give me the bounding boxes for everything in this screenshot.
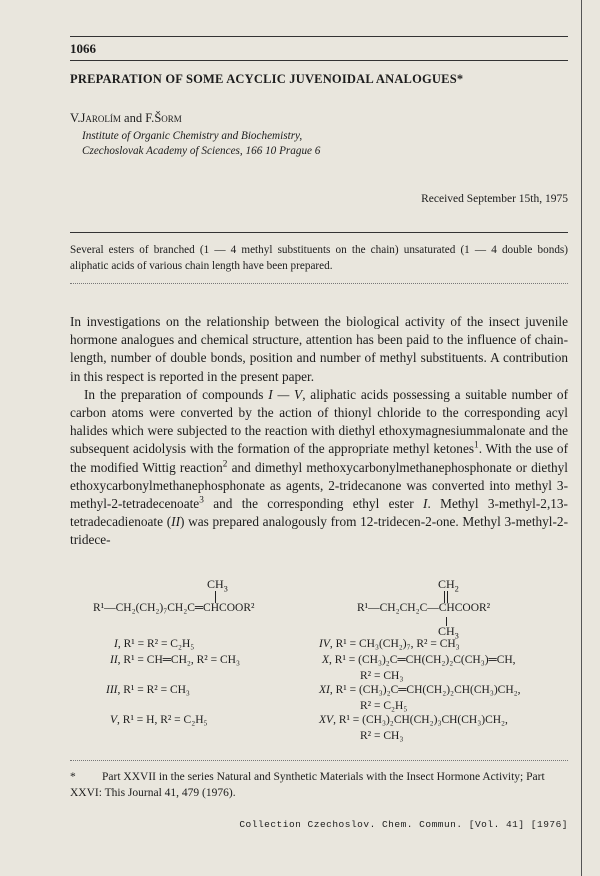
compound-II (110, 654, 240, 666)
compound-definition: , R¹ = (CH₃)₂C═CH(CH₂)₂C(CH₃)═CH, (329, 654, 516, 666)
p2-text-f: . Methyl 3-methyl-2,13-tetradecadienoate ( (70, 496, 568, 530)
compound-label: IV (319, 638, 330, 650)
p2-compound-I: I (423, 496, 428, 512)
p2-compounds: I — V (268, 386, 303, 402)
compound-label: XV (319, 714, 334, 726)
compound-IV (319, 638, 460, 650)
compound-label: III (106, 684, 118, 696)
right-structure-ch2 (438, 577, 459, 592)
compound-definition: , R¹ = (CH₃)₂CH(CH₂)₃CH(CH₃)CH₂, (333, 714, 508, 726)
left-ch3-sub: 3 (223, 584, 228, 594)
p2-text-a: In the preparation of compounds (84, 386, 269, 402)
compound-label: II (110, 654, 118, 666)
abstract-rule-bottom (70, 283, 568, 284)
ref-1: 1 (474, 441, 479, 451)
affiliation-line-1: Institute of Organic Chemistry and Biochemistry, (82, 130, 303, 142)
compound-X (322, 654, 516, 666)
compound-label: V (110, 714, 118, 726)
compound-definition: , R¹ = CH═CH₂, R² = CH₃ (117, 654, 240, 666)
author-2-name: Šorm (154, 111, 182, 125)
compound-I (114, 638, 194, 650)
paragraph-2 (70, 386, 568, 550)
authors (70, 111, 182, 126)
compound-definition: , R¹ = H, R² = C₂H₅ (117, 714, 208, 726)
compound-definition: , R¹ = (CH₃)₂C═CH(CH₂)₂CH(CH₃)CH₂, (329, 684, 521, 696)
compound-X-continuation: R² = CH₃ (360, 670, 404, 682)
compound-XV (319, 714, 508, 726)
authors-conjunction: and (120, 111, 146, 125)
journal-footer: Collection Czechoslov. Chem. Commun. [Vol. 41] [1976] (239, 819, 568, 830)
p2-compound-II: II (171, 514, 180, 530)
page-number: 1066 (70, 41, 96, 56)
author-1-name: Jarolím (80, 111, 121, 125)
right-ch2-sub: 2 (454, 584, 459, 594)
compound-label: XI (319, 684, 330, 696)
footnote-text: Part XXVII in the series Natural and Synthetic Materials with the Insect Hormone Activity; Part XXVI: This Journal 41, 479 (1976). (70, 771, 545, 799)
paragraph-1: In investigations on the relationship between the biological activity of the insect juvenile hormone analogues and chemical structure, attention has been paid to the influence of chain-length, number of double bonds, position and number of methyl substituents. A contribution in this respect is reported in the present paper. (70, 314, 568, 384)
article-title: PREPARATION OF SOME ACYCLIC JUVENOIDAL ANALOGUES* (70, 72, 464, 86)
affiliation-line-2: Czechoslovak Academy of Sciences, 166 10 Prague 6 (82, 145, 321, 157)
p2-text-g: ) was prepared analogously from 12-tridecen-2-one. Methyl 3-methyl-2-tridece- (70, 514, 569, 548)
left-structure-ch3 (207, 577, 228, 592)
right-structure-main: R¹—CH₂CH₂C—CHCOOR² (357, 602, 491, 614)
ref-2: 2 (222, 459, 228, 470)
left-ch3-text: CH (207, 577, 224, 591)
abstract-rule-top (70, 232, 568, 233)
compound-III (106, 684, 190, 696)
compound-XI-continuation: R² = C₂H₅ (360, 700, 408, 712)
right-ch3-sub: 3 (454, 631, 459, 641)
author-2-initial: F. (145, 111, 155, 125)
p2-text-e: and the corresponding ethyl ester (203, 496, 424, 512)
ref-3: 3 (199, 495, 204, 506)
left-structure-main: R¹—CH₂(CH₂)₇CH₂C═CHCOOR² (93, 602, 255, 614)
right-ch3-text: CH (438, 624, 455, 638)
compound-label: X (322, 654, 330, 666)
body-text (70, 313, 568, 550)
compound-definition: , R¹ = CH₃(CH₂)₇, R² = CH₃ (329, 638, 460, 650)
page-edge-line (581, 0, 582, 876)
compound-definition: , R¹ = R² = C₂H₅ (117, 638, 195, 650)
compound-V (110, 714, 208, 726)
p2-text-b: , aliphatic acids possessing a suitable number of carbon atoms were converted by the action of thionyl chloride to the corresponding acyl halides which were subjected to the reaction with diethyl ethoxymagnesiummalonate and the subsequent acidolysis with the formation of the appropriate methyl ketones (70, 386, 568, 457)
footnote (70, 769, 568, 801)
right-structure-ch3 (438, 624, 459, 639)
received-date: Received September 15th, 1975 (421, 193, 568, 205)
abstract: Several esters of branched (1 — 4 methyl substituents on the chain) unsaturated (1 — 4 double bonds) aliphatic acids of various chain length have been prepared. (70, 244, 568, 272)
footnote-mark: * (70, 771, 76, 783)
affiliation (82, 129, 482, 159)
author-1-initial: V. (70, 111, 81, 125)
compound-XV-continuation: R² = CH₃ (360, 730, 404, 742)
compound-definition: , R¹ = R² = CH₃ (117, 684, 190, 696)
compound-XI (319, 684, 521, 696)
footnote-rule (70, 760, 568, 761)
header-rule-bottom (70, 60, 568, 61)
compound-label: I (114, 638, 118, 650)
header-rule-top (70, 36, 568, 37)
p2-text-d: and dimethyl methoxycarbonylmethanephosphonate or diethyl ethoxycarbonylmethanephosphonate as agents, 2-tridecanone was converted into methyl 3-methyl-2-tetradecenoate (70, 459, 569, 512)
p2-text-c: . With the use of the modified Wittig reaction (70, 441, 568, 475)
right-ch2-text: CH (438, 577, 455, 591)
